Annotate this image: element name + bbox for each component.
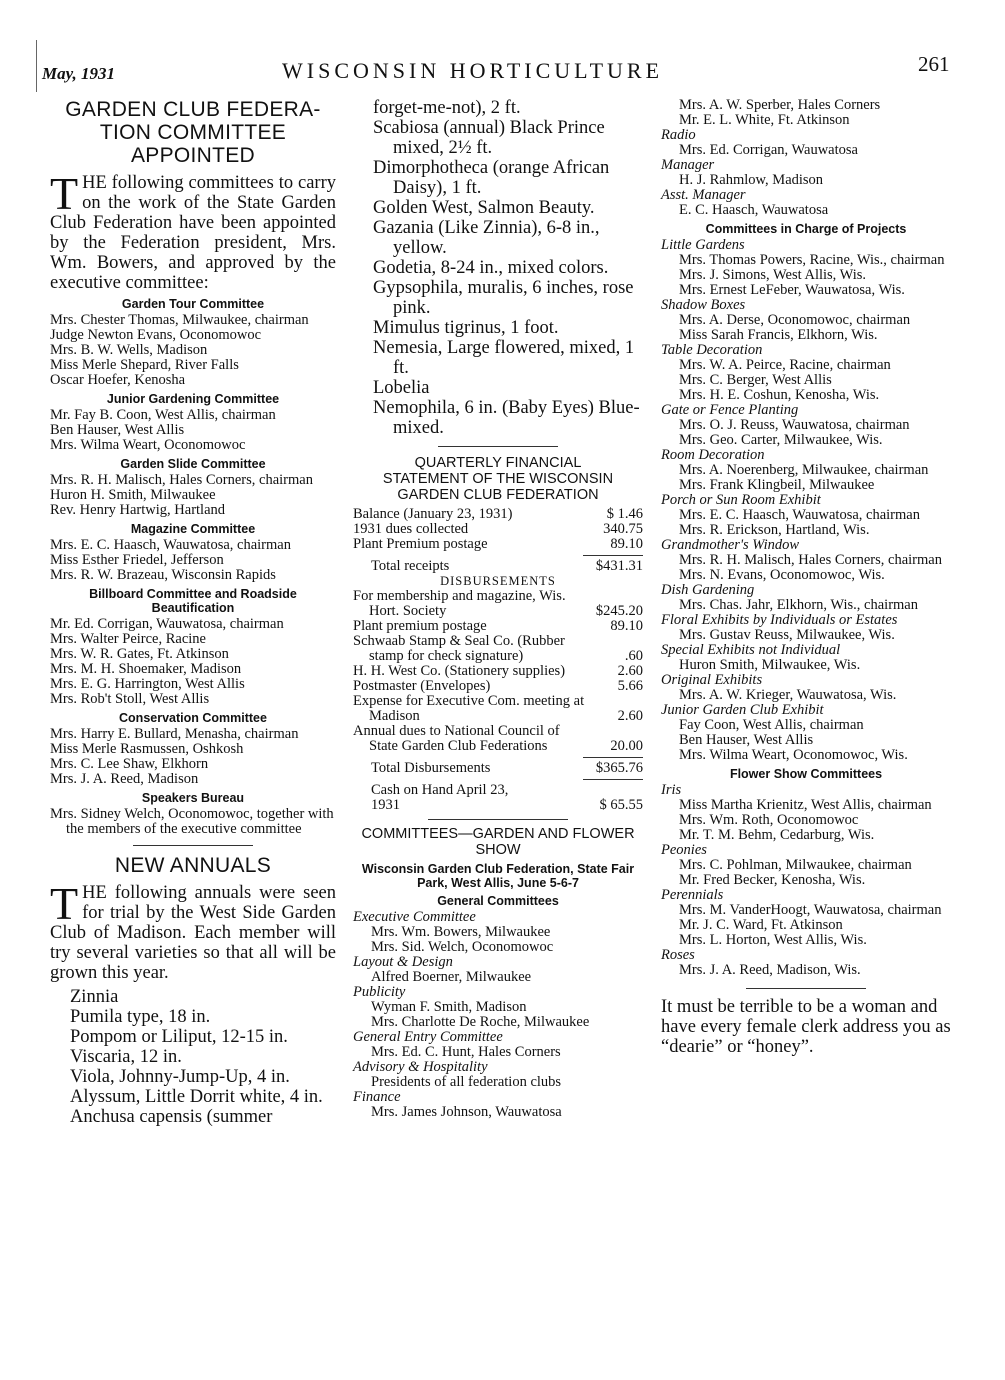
annuals-intro bbox=[50, 878, 336, 983]
committee-role: Executive Committee bbox=[353, 909, 476, 925]
finance-row bbox=[353, 634, 643, 664]
annual-item: Gazania (Like Zinnia), 6-8 in., yellow. bbox=[373, 218, 600, 258]
committee-member: Miss Merle Shepard, River Falls bbox=[50, 357, 239, 373]
committee-member: Mrs. Wilma Weart, Oconomowoc, Wis. bbox=[679, 747, 908, 763]
committee-member: Mrs. W. A. Peirce, Racine, chairman bbox=[679, 357, 891, 373]
federation-intro bbox=[50, 168, 336, 293]
flower-committee-list bbox=[661, 783, 951, 978]
committee-member: Mrs. O. J. Reuss, Wauwatosa, chairman bbox=[679, 417, 910, 433]
committee-role: Publicity bbox=[353, 984, 406, 1000]
disbursements-table bbox=[353, 589, 643, 754]
committee-role: Original Exhibits bbox=[661, 672, 763, 688]
finance-title: QUARTERLY FINANCIAL STATEMENT OF THE WISCONSIN GARDEN CLUB FEDERATION bbox=[382, 455, 614, 503]
finance-label: H. H. West Co. (Stationery supplies) bbox=[353, 663, 566, 679]
cash-label: Cash on Hand April 23, 1931 bbox=[371, 782, 509, 813]
committee-member: Oscar Hoefer, Kenosha bbox=[50, 372, 186, 388]
committee-member: Mrs. E. G. Harrington, West Allis bbox=[50, 676, 245, 692]
show-committee-list-continued bbox=[661, 98, 951, 128]
committee-role: Table Decoration bbox=[661, 342, 763, 358]
finance-row bbox=[353, 507, 643, 522]
committee-member: Mrs. Wilma Weart, Oconomowoc bbox=[50, 437, 246, 453]
committee-role: Iris bbox=[661, 782, 682, 798]
committee-role: Gate or Fence Planting bbox=[661, 402, 799, 418]
committee-member: Mrs. R. H. Malisch, Hales Corners, chairman bbox=[50, 472, 313, 488]
committee-role: Layout & Design bbox=[353, 954, 453, 970]
annuals-list bbox=[50, 987, 336, 1127]
annual-item: forget-me-not), 2 ft. bbox=[373, 98, 521, 118]
committee-heading: Billboard Committee and Roadside Beautification bbox=[89, 587, 297, 615]
finance-row bbox=[353, 724, 643, 754]
annual-item: Nemophila, 6 in. (Baby Eyes) Blue-mixed. bbox=[373, 398, 640, 438]
committee-member: Mrs. Walter Peirce, Racine bbox=[50, 631, 206, 647]
total-disbursements-label: Total Disbursements bbox=[371, 760, 491, 776]
committee-member: Mrs. A. W. Krieger, Wauwatosa, Wis. bbox=[679, 687, 897, 703]
committee-member: Rev. Henry Hartwig, Hartland bbox=[50, 502, 226, 518]
finance-row bbox=[353, 679, 643, 694]
finance-label: Annual dues to National Council of State Garden Club Federations bbox=[353, 723, 560, 754]
annual-item: Godetia, 8-24 in., mixed colors. bbox=[373, 258, 609, 278]
committee-member: Presidents of all federation clubs bbox=[371, 1074, 562, 1090]
committee-role: Radio bbox=[661, 127, 696, 143]
committee-member: Mrs. W. R. Gates, Ft. Atkinson bbox=[50, 646, 229, 662]
committee-member: Mr. Ed. Corrigan, Wauwatosa, chairman bbox=[50, 616, 284, 632]
finance-amount: 89.10 bbox=[610, 536, 643, 552]
committee-member: Mrs. C. Lee Shaw, Elkhorn bbox=[50, 756, 209, 772]
committee-member: Mrs. J. A. Reed, Madison, Wis. bbox=[679, 962, 861, 978]
finance-amount: 5.66 bbox=[617, 678, 643, 694]
finance-label: Plant premium postage bbox=[353, 618, 487, 634]
committee-member: Mrs. Frank Klingbeil, Milwaukee bbox=[679, 477, 875, 493]
committee-member: Mrs. A. W. Sperber, Hales Corners bbox=[679, 97, 881, 113]
committee-member: Mrs. Wm. Bowers, Milwaukee bbox=[371, 924, 551, 940]
projects-heading: Committees in Charge of Projects bbox=[705, 222, 907, 236]
finance-amount: 340.75 bbox=[603, 521, 643, 537]
committee-member: Mrs. A. Derse, Oconomowoc, chairman bbox=[679, 312, 911, 328]
committee-member: Mrs. Sidney Welch, Oconomowoc, together with the members of the executive committee bbox=[50, 806, 334, 837]
divider bbox=[438, 446, 558, 447]
annual-item: Lobelia bbox=[373, 378, 430, 398]
committee-member: Mrs. Ed. C. Hunt, Hales Corners bbox=[371, 1044, 561, 1060]
committee-heading: Garden Slide Committee bbox=[120, 457, 266, 471]
finance-label: Expense for Executive Com. meeting at Madison bbox=[353, 693, 585, 724]
committee-role: Roses bbox=[661, 947, 695, 963]
closing-quote: It must be terrible to be a woman and have every female clerk address you as “dearie” or “honey”. bbox=[661, 997, 951, 1057]
committee-member: E. C. Haasch, Wauwatosa bbox=[679, 202, 829, 218]
committee-member: Mrs. James Johnson, Wauwatosa bbox=[371, 1104, 562, 1120]
flower-show-heading: Flower Show Committees bbox=[729, 767, 883, 781]
committee-member: Mrs. Wm. Roth, Oconomowoc bbox=[679, 812, 859, 828]
receipts-table bbox=[353, 507, 643, 552]
committee-role: Finance bbox=[353, 1089, 401, 1105]
annual-item: Anchusa capensis (summer bbox=[70, 1107, 273, 1127]
column-3 bbox=[661, 98, 951, 1057]
finance-amount: .60 bbox=[624, 648, 643, 664]
committee-member: H. J. Rahmlow, Madison bbox=[679, 172, 824, 188]
finance-row bbox=[353, 619, 643, 634]
finance-label: Balance (January 23, 1931) bbox=[353, 506, 513, 522]
finance-amount: $245.20 bbox=[595, 603, 643, 619]
committee-list bbox=[50, 297, 336, 837]
annual-item: Viscaria, 12 in. bbox=[70, 1047, 182, 1067]
committee-member: Miss Sarah Francis, Elkhorn, Wis. bbox=[679, 327, 878, 343]
committee-role: Peonies bbox=[661, 842, 707, 858]
page-number: 261 bbox=[918, 52, 950, 76]
committee-member: Miss Esther Friedel, Jefferson bbox=[50, 552, 224, 568]
cash-value: $ 65.55 bbox=[599, 797, 643, 813]
divider bbox=[133, 845, 253, 846]
committee-member: Mrs. J. A. Reed, Madison bbox=[50, 771, 199, 787]
committee-member: Alfred Boerner, Milwaukee bbox=[371, 969, 532, 985]
committee-role: Manager bbox=[661, 157, 715, 173]
total-disbursements-row bbox=[353, 761, 643, 776]
annual-item: Gypsophila, muralis, 6 inches, rose pink. bbox=[373, 278, 634, 318]
finance-row bbox=[353, 537, 643, 552]
committee-member: Mrs. R. W. Brazeau, Wisconsin Rapids bbox=[50, 567, 276, 583]
intro-text: HE following committees to carry on the work of the State Garden Club Federation have been appointed by the Federation president, Mrs. Wm. Bowers, and approved by the executive committee: bbox=[50, 173, 336, 293]
divider bbox=[746, 988, 866, 989]
committee-heading: Magazine Committee bbox=[130, 522, 256, 536]
finance-label: Plant Premium postage bbox=[353, 536, 488, 552]
annuals-title: NEW ANNUALS bbox=[114, 854, 272, 877]
committee-role: Shadow Boxes bbox=[661, 297, 746, 313]
committee-member: Mrs. Geo. Carter, Milwaukee, Wis. bbox=[679, 432, 883, 448]
committee-member: Mrs. Thomas Powers, Racine, Wis., chairman bbox=[679, 252, 945, 268]
committee-member: Mrs. N. Evans, Oconomowoc, Wis. bbox=[679, 567, 885, 583]
annual-item: Scabiosa (annual) Black Prince mixed, 2½ ft. bbox=[373, 118, 605, 158]
header-title: WISCONSIN HORTICULTURE bbox=[282, 58, 664, 83]
show-title: COMMITTEES—GARDEN AND FLOWER SHOW bbox=[361, 826, 635, 858]
committee-member: Mrs. Charlotte De Roche, Milwaukee bbox=[371, 1014, 590, 1030]
column-2 bbox=[353, 98, 643, 1120]
show-committee-list bbox=[353, 910, 643, 1120]
column-1 bbox=[50, 98, 336, 1127]
committee-role: Asst. Manager bbox=[661, 187, 746, 203]
show-subtitle: Wisconsin Garden Club Federation, State Fair Park, West Allis, June 5-6-7 bbox=[361, 862, 635, 890]
committee-member: Mr. J. C. Ward, Ft. Atkinson bbox=[679, 917, 843, 933]
annual-item: Nemesia, Large flowered, mixed, 1 ft. bbox=[373, 338, 635, 378]
committee-member: Mrs. Chas. Jahr, Elkhorn, Wis., chairman bbox=[679, 597, 918, 613]
committee-role: Floral Exhibits by Individuals or Estates bbox=[661, 612, 898, 628]
annual-item: Golden West, Salmon Beauty. bbox=[373, 198, 595, 218]
committee-member: Mrs. Ed. Corrigan, Wauwatosa bbox=[679, 142, 858, 158]
annual-item: Zinnia bbox=[70, 987, 119, 1007]
committee-member: Mrs. Rob't Stoll, West Allis bbox=[50, 691, 210, 707]
finance-amount: 20.00 bbox=[610, 738, 643, 754]
sum-rule bbox=[583, 555, 643, 556]
committee-member: Mrs. H. E. Coshun, Kenosha, Wis. bbox=[679, 387, 880, 403]
committee-role: Perennials bbox=[661, 887, 724, 903]
committee-member: Mr. T. M. Behm, Cedarburg, Wis. bbox=[679, 827, 875, 843]
committee-role: Grandmother's Window bbox=[661, 537, 800, 553]
committee-member: Mr. Fay B. Coon, West Allis, chairman bbox=[50, 407, 276, 423]
committee-member: Mrs. R. Erickson, Hartland, Wis. bbox=[679, 522, 870, 538]
staff-roles bbox=[661, 128, 951, 218]
finance-amount: 2.60 bbox=[617, 708, 643, 724]
finance-label: For membership and magazine, Wis. Hort. Society bbox=[353, 588, 566, 619]
committee-member: Wyman F. Smith, Madison bbox=[371, 999, 527, 1015]
committee-member: Mrs. E. C. Haasch, Wauwatosa, chairman bbox=[679, 507, 920, 523]
committee-member: Mrs. B. W. Wells, Madison bbox=[50, 342, 208, 358]
finance-row bbox=[353, 694, 643, 724]
committee-member: Ben Hauser, West Allis bbox=[50, 422, 185, 438]
committee-member: Mrs. C. Berger, West Allis bbox=[679, 372, 832, 388]
general-committees-heading: General Committees bbox=[437, 894, 559, 908]
committee-member: Mrs. E. C. Haasch, Wauwatosa, chairman bbox=[50, 537, 291, 553]
committee-member: Judge Newton Evans, Oconomowoc bbox=[50, 327, 262, 343]
annuals-intro-text: HE following annuals were seen for trial by the West Side Garden Club of Madison. Each member will try several varieties so that all will be grown this year. bbox=[50, 883, 336, 983]
finance-amount: $ 1.46 bbox=[606, 506, 643, 522]
committee-member: Huron H. Smith, Milwaukee bbox=[50, 487, 216, 503]
committee-member: Mrs. M. VanderHoogt, Wauwatosa, chairman bbox=[679, 902, 942, 918]
committee-role: General Entry Committee bbox=[353, 1029, 503, 1045]
committee-role: Advisory & Hospitality bbox=[353, 1059, 488, 1075]
annual-item: Alyssum, Little Dorrit white, 4 in. bbox=[70, 1087, 323, 1107]
committee-role: Dish Gardening bbox=[661, 582, 755, 598]
committee-member: Mrs. Gustav Reuss, Milwaukee, Wis. bbox=[679, 627, 895, 643]
finance-label: Postmaster (Envelopes) bbox=[353, 678, 491, 694]
finance-label: Schwaab Stamp & Seal Co. (Rubber stamp for check signature) bbox=[353, 633, 565, 664]
total-receipts-row bbox=[353, 559, 643, 574]
committee-member: Fay Coon, West Allis, chairman bbox=[679, 717, 864, 733]
committee-role: Room Decoration bbox=[661, 447, 765, 463]
committee-member: Mrs. Harry E. Bullard, Menasha, chairman bbox=[50, 726, 299, 742]
annual-item: Pompom or Liliput, 12-15 in. bbox=[70, 1027, 288, 1047]
committee-member: Ben Hauser, West Allis bbox=[679, 732, 814, 748]
committee-member: Mrs. R. H. Malisch, Hales Corners, chairman bbox=[679, 552, 942, 568]
committee-member: Miss Merle Rasmussen, Oshkosh bbox=[50, 741, 244, 757]
total-receipts-label: Total receipts bbox=[371, 558, 450, 574]
sum-rule bbox=[583, 757, 643, 758]
committee-member: Miss Martha Krienitz, West Allis, chairman bbox=[679, 797, 932, 813]
total-receipts-value: $431.31 bbox=[595, 558, 643, 574]
finance-row bbox=[353, 664, 643, 679]
header-date: May, 1931 bbox=[42, 64, 116, 83]
committee-heading: Speakers Bureau bbox=[141, 791, 245, 805]
annual-item: Dimorphotheca (orange African Daisy), 1 ft. bbox=[373, 158, 610, 198]
total-disbursements-value: $365.76 bbox=[595, 760, 643, 776]
committee-heading: Garden Tour Committee bbox=[121, 297, 265, 311]
committee-member: Huron Smith, Milwaukee, Wis. bbox=[679, 657, 861, 673]
committee-member: Mrs. M. H. Shoemaker, Madison bbox=[50, 661, 242, 677]
annual-item: Pumila type, 18 in. bbox=[70, 1007, 211, 1027]
committee-member: Mr. E. L. White, Ft. Atkinson bbox=[679, 112, 850, 128]
committee-heading: Junior Gardening Committee bbox=[106, 392, 280, 406]
divider bbox=[428, 819, 568, 820]
committee-member: Mrs. L. Horton, West Allis, Wis. bbox=[679, 932, 867, 948]
committee-member: Mrs. Chester Thomas, Milwaukee, chairman bbox=[50, 312, 309, 328]
drop-cap: T bbox=[50, 878, 79, 929]
committee-member: Mrs. A. Noerenberg, Milwaukee, chairman bbox=[679, 462, 929, 478]
committee-role: Junior Garden Club Exhibit bbox=[661, 702, 824, 718]
project-committee-list bbox=[661, 238, 951, 763]
drop-cap: T bbox=[50, 168, 79, 219]
committee-member: Mrs. C. Pohlman, Milwaukee, chairman bbox=[679, 857, 912, 873]
federation-headline: GARDEN CLUB FEDERA-TION COMMITTEE APPOINTED bbox=[65, 98, 321, 167]
annuals-list-continued bbox=[353, 98, 643, 438]
finance-row bbox=[353, 522, 643, 537]
annual-item: Mimulus tigrinus, 1 foot. bbox=[373, 318, 559, 338]
committee-role: Little Gardens bbox=[661, 237, 745, 253]
committee-member: Mrs. J. Simons, West Allis, Wis. bbox=[679, 267, 867, 283]
finance-row bbox=[353, 589, 643, 619]
margin-rule bbox=[36, 40, 37, 92]
committee-role: Porch or Sun Room Exhibit bbox=[661, 492, 821, 508]
committee-member: Mrs. Sid. Welch, Oconomowoc bbox=[371, 939, 554, 955]
committee-role: Special Exhibits not Individual bbox=[661, 642, 841, 658]
committee-member: Mrs. Ernest LeFeber, Wauwatosa, Wis. bbox=[679, 282, 905, 298]
annual-item: Viola, Johnny-Jump-Up, 4 in. bbox=[70, 1067, 290, 1087]
finance-label: 1931 dues collected bbox=[353, 521, 469, 537]
disbursements-heading: DISBURSEMENTS bbox=[440, 574, 556, 588]
committee-member: Mr. Fred Becker, Kenosha, Wis. bbox=[679, 872, 866, 888]
committee-heading: Conservation Committee bbox=[119, 711, 267, 725]
finance-amount: 2.60 bbox=[617, 663, 643, 679]
cash-row bbox=[353, 783, 643, 813]
sum-rule bbox=[583, 779, 643, 780]
finance-amount: 89.10 bbox=[610, 618, 643, 634]
